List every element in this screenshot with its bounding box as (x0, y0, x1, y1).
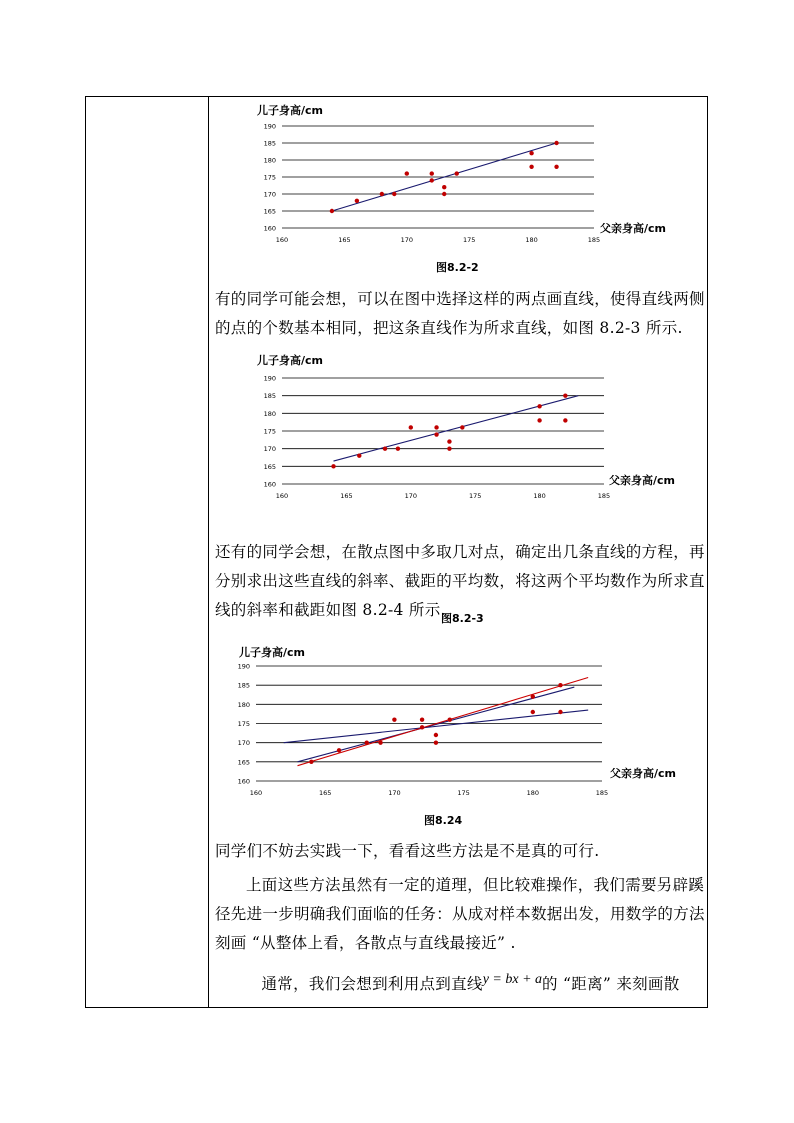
y-tick-label: 160 (263, 224, 276, 233)
y-tick-label: 165 (237, 758, 250, 767)
data-point (392, 192, 396, 196)
data-point (448, 717, 452, 721)
scatter-chart-1-svg (247, 104, 667, 254)
y-tick-label: 180 (263, 156, 276, 165)
y-tick-label: 175 (263, 173, 276, 182)
x-tick-label: 165 (338, 236, 351, 244)
y-tick-label: 170 (263, 190, 276, 199)
x-axis-label: 父亲身高/cm (610, 767, 676, 780)
y-tick-label: 185 (263, 392, 276, 401)
y-tick-label: 180 (237, 700, 250, 709)
x-tick-label: 180 (525, 236, 538, 244)
data-point (392, 717, 396, 721)
data-point (380, 192, 384, 196)
y-tick-label: 165 (263, 462, 276, 471)
scatter-chart-2 (247, 354, 687, 504)
x-tick-label: 185 (597, 492, 611, 500)
y-tick-label: 175 (237, 720, 250, 728)
paragraph-5-text-a: 通常，我们会想到利用点到直线 (261, 975, 483, 993)
data-point (558, 683, 562, 687)
y-tick-label: 190 (237, 662, 250, 671)
y-tick-label: 165 (263, 207, 276, 216)
x-tick-label: 160 (275, 492, 289, 500)
data-point (554, 165, 558, 169)
x-tick-label: 160 (249, 789, 263, 797)
y-tick-label: 160 (263, 480, 276, 489)
x-tick-label: 165 (318, 789, 332, 797)
scatter-chart-3 (229, 646, 689, 806)
paragraph-5 (215, 965, 705, 999)
data-point (309, 760, 313, 764)
data-point (378, 740, 382, 744)
paragraph-2: 还有的同学会想，在散点图中多取几对点，确定出几条直线的方程，再分别求出这些直线的斜率、截距的平均数，将这两个平均数作为所求直线的斜率和截距如图 8.2-4 所示. (215, 543, 705, 619)
regression-line (298, 678, 589, 766)
data-point (434, 425, 438, 429)
data-point (355, 199, 359, 203)
data-point (529, 165, 533, 169)
data-point (337, 748, 341, 752)
data-point (558, 710, 562, 714)
chart-caption-3: 图8.24 (424, 814, 463, 827)
data-point (460, 425, 464, 429)
paragraph-5-text-b: 的 “距离” 来刻画散 (542, 975, 680, 993)
x-tick-label: 170 (404, 492, 418, 500)
y-axis-label: 儿子身高/cm (239, 646, 305, 659)
data-point (531, 710, 535, 714)
data-point (357, 454, 361, 458)
y-tick-label: 170 (237, 739, 250, 748)
x-tick-label: 170 (388, 789, 401, 797)
y-tick-label: 185 (263, 139, 276, 148)
y-tick-label: 175 (263, 427, 276, 436)
scatter-chart-3-svg (229, 646, 689, 806)
x-axis-label: 父亲身高/cm (600, 222, 666, 235)
scatter-chart-2-svg (247, 354, 687, 504)
data-point (434, 733, 438, 737)
data-point (537, 404, 541, 408)
data-point (455, 171, 459, 175)
data-point (420, 725, 424, 729)
regression-line (284, 710, 588, 743)
y-tick-label: 185 (237, 681, 250, 690)
data-point (365, 740, 369, 744)
x-tick-label: 180 (526, 789, 540, 797)
data-point (563, 393, 567, 397)
chart-caption-1: 图8.2-2 (436, 261, 479, 274)
data-point (563, 418, 567, 422)
data-point (434, 740, 438, 744)
y-axis-label: 儿子身高/cm (257, 354, 323, 367)
data-point (430, 178, 434, 182)
data-point (442, 185, 446, 189)
x-tick-label: 180 (533, 492, 546, 500)
x-tick-label: 185 (587, 236, 601, 244)
x-axis-label: 父亲身高/cm (609, 474, 675, 487)
x-tick-label: 185 (595, 789, 609, 797)
y-axis-label: 儿子身高/cm (257, 104, 323, 117)
data-point (447, 439, 451, 443)
data-point (420, 717, 424, 721)
data-point (434, 432, 438, 436)
data-point (331, 464, 335, 468)
y-tick-label: 180 (263, 409, 276, 418)
y-tick-label: 160 (237, 777, 250, 786)
data-point (442, 192, 446, 196)
data-point (383, 446, 387, 450)
data-point (531, 694, 535, 698)
scatter-chart-1 (247, 104, 667, 254)
x-tick-label: 170 (400, 236, 414, 244)
line-equation-formula: y = bx + a (482, 972, 543, 987)
content-cell (207, 96, 708, 1008)
chart-caption-2: 图8.2-3 (441, 612, 484, 625)
paragraph-4: 上面这些方法虽然有一定的道理，但比较难操作，我们需要另辟蹊径先进一步明确我们面临的任务：从成对样本数据出发，用数学的方法刻画 “从整体上看，各散点与直线最接近” . (215, 876, 705, 952)
data-point (396, 446, 400, 450)
x-tick-label: 175 (462, 236, 476, 244)
x-tick-label: 175 (468, 492, 482, 500)
data-point (529, 151, 533, 155)
data-point (430, 171, 434, 175)
paragraph-3: 同学们不妨去实践一下，看看这些方法是不是真的可行. (215, 842, 600, 860)
x-tick-label: 165 (340, 492, 353, 500)
x-tick-label: 160 (275, 236, 289, 244)
x-tick-label: 175 (457, 789, 470, 797)
data-point (447, 446, 451, 450)
paragraph-1: 有的同学可能会想，可以在图中选择这样的两点画直线，使得直线两侧的点的个数基本相同，把这条直线作为所求直线，如图 8.2-3 所示. (215, 290, 705, 337)
y-tick-label: 170 (263, 445, 276, 454)
data-point (554, 141, 558, 145)
data-point (330, 209, 334, 213)
data-point (405, 171, 409, 175)
data-point (409, 425, 413, 429)
y-tick-label: 190 (263, 122, 276, 131)
data-point (537, 418, 541, 422)
y-tick-label: 190 (263, 374, 276, 383)
